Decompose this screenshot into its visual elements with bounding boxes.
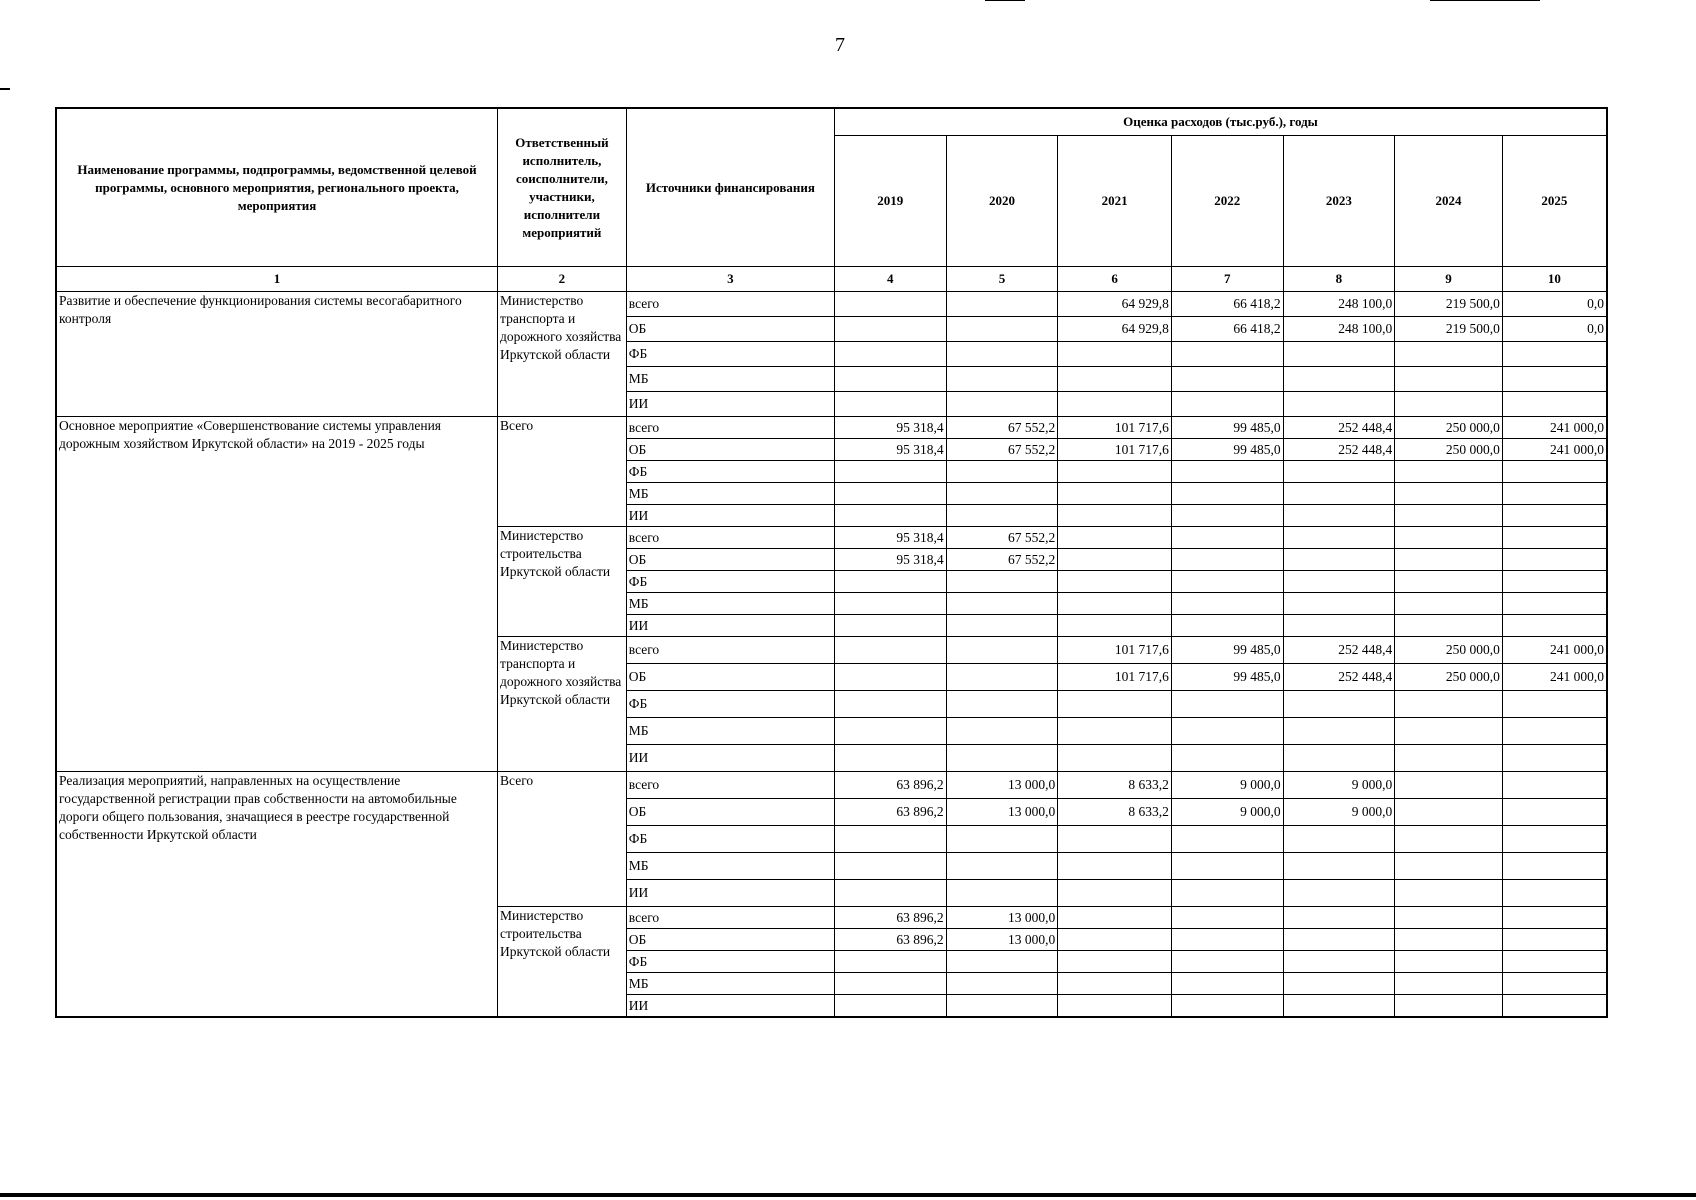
amount-cell [834, 342, 946, 367]
amount-cell [1395, 799, 1503, 826]
funding-source-cell: ОБ [626, 929, 834, 951]
funding-source-cell: всего [626, 907, 834, 929]
amount-cell [1395, 593, 1503, 615]
amount-cell [1283, 527, 1395, 549]
amount-cell [1058, 461, 1172, 483]
column-index: 1 [56, 267, 498, 292]
amount-cell [1283, 367, 1395, 392]
amount-cell [1502, 929, 1607, 951]
funding-source-cell: ОБ [626, 549, 834, 571]
amount-cell [1171, 745, 1283, 772]
amount-cell [1502, 799, 1607, 826]
header-year: 2021 [1058, 136, 1172, 267]
amount-cell [1058, 505, 1172, 527]
amount-cell [1502, 951, 1607, 973]
amount-cell [1502, 973, 1607, 995]
amount-cell [1283, 615, 1395, 637]
amount-cell [1283, 718, 1395, 745]
amount-cell [1395, 826, 1503, 853]
amount-cell: 241 000,0 [1502, 664, 1607, 691]
amount-cell [1395, 549, 1503, 571]
amount-cell [1058, 367, 1172, 392]
amount-cell: 64 929,8 [1058, 292, 1172, 317]
amount-cell: 66 418,2 [1171, 292, 1283, 317]
amount-cell [1171, 527, 1283, 549]
executor-cell: Министерство транспорта и дорожного хозяйства Иркутской области [498, 292, 627, 417]
amount-cell: 13 000,0 [946, 907, 1058, 929]
scan-edge-top-a [985, 0, 1025, 1]
amount-cell [1502, 745, 1607, 772]
funding-source-cell: ОБ [626, 317, 834, 342]
amount-cell [946, 317, 1058, 342]
amount-cell [1502, 593, 1607, 615]
amount-cell [1395, 718, 1503, 745]
amount-cell [1395, 951, 1503, 973]
column-index: 10 [1502, 267, 1607, 292]
amount-cell [1058, 392, 1172, 417]
amount-cell [1058, 549, 1172, 571]
amount-cell [1058, 853, 1172, 880]
amount-cell [946, 615, 1058, 637]
amount-cell: 63 896,2 [834, 799, 946, 826]
amount-cell: 67 552,2 [946, 527, 1058, 549]
funding-source-cell: ОБ [626, 799, 834, 826]
amount-cell: 66 418,2 [1171, 317, 1283, 342]
amount-cell: 248 100,0 [1283, 317, 1395, 342]
amount-cell [946, 571, 1058, 593]
funding-source-cell: МБ [626, 718, 834, 745]
amount-cell: 99 485,0 [1171, 417, 1283, 439]
amount-cell [834, 367, 946, 392]
amount-cell [1502, 615, 1607, 637]
amount-cell: 8 633,2 [1058, 772, 1172, 799]
amount-cell [1395, 483, 1503, 505]
amount-cell: 64 929,8 [1058, 317, 1172, 342]
amount-cell [946, 637, 1058, 664]
amount-cell [834, 880, 946, 907]
amount-cell [1283, 549, 1395, 571]
amount-cell: 63 896,2 [834, 929, 946, 951]
header-program-name: Наименование программы, подпрограммы, ведомственной целевой программы, основного мероприятия, регионального проекта, мероприятия [56, 108, 498, 267]
amount-cell [1283, 995, 1395, 1018]
amount-cell [834, 718, 946, 745]
amount-cell [946, 664, 1058, 691]
expense-table [55, 107, 1608, 1018]
header-funding-source: Источники финансирования [626, 108, 834, 267]
amount-cell [1283, 461, 1395, 483]
amount-cell [834, 292, 946, 317]
header-year: 2022 [1171, 136, 1283, 267]
funding-source-cell: ИИ [626, 505, 834, 527]
amount-cell [1058, 929, 1172, 951]
amount-cell [946, 995, 1058, 1018]
amount-cell: 250 000,0 [1395, 417, 1503, 439]
amount-cell [1058, 527, 1172, 549]
amount-cell [1283, 880, 1395, 907]
amount-cell [1283, 745, 1395, 772]
amount-cell [834, 483, 946, 505]
executor-cell: Министерство транспорта и дорожного хозяйства Иркутской области [498, 637, 627, 772]
amount-cell [1058, 615, 1172, 637]
amount-cell [1395, 929, 1503, 951]
amount-cell [1058, 342, 1172, 367]
table-row [56, 772, 1607, 799]
amount-cell [1171, 342, 1283, 367]
amount-cell [1283, 571, 1395, 593]
amount-cell [1283, 483, 1395, 505]
amount-cell [1058, 826, 1172, 853]
amount-cell [1395, 772, 1503, 799]
amount-cell [1171, 367, 1283, 392]
amount-cell [834, 853, 946, 880]
page-number: 7 [835, 34, 845, 56]
amount-cell [1502, 461, 1607, 483]
amount-cell [1283, 951, 1395, 973]
header-executor: Ответственный исполнитель, соисполнители, участники, исполнители мероприятий [498, 108, 627, 267]
executor-cell: Всего [498, 417, 627, 527]
amount-cell [1171, 505, 1283, 527]
amount-cell [1502, 826, 1607, 853]
funding-source-cell: всего [626, 292, 834, 317]
funding-source-cell: ИИ [626, 995, 834, 1018]
funding-source-cell: ФБ [626, 951, 834, 973]
amount-cell [1395, 615, 1503, 637]
header-year: 2019 [834, 136, 946, 267]
amount-cell [1502, 772, 1607, 799]
amount-cell: 219 500,0 [1395, 292, 1503, 317]
amount-cell: 63 896,2 [834, 907, 946, 929]
funding-source-cell: ФБ [626, 342, 834, 367]
amount-cell: 250 000,0 [1395, 439, 1503, 461]
amount-cell [834, 317, 946, 342]
column-index: 6 [1058, 267, 1172, 292]
funding-source-cell: всего [626, 772, 834, 799]
header-year: 2023 [1283, 136, 1395, 267]
amount-cell [1171, 853, 1283, 880]
funding-source-cell: всего [626, 637, 834, 664]
amount-cell [1283, 907, 1395, 929]
amount-cell [1171, 880, 1283, 907]
amount-cell [1058, 973, 1172, 995]
amount-cell: 95 318,4 [834, 549, 946, 571]
amount-cell: 99 485,0 [1171, 664, 1283, 691]
amount-cell: 67 552,2 [946, 417, 1058, 439]
funding-source-cell: ФБ [626, 571, 834, 593]
amount-cell [946, 461, 1058, 483]
header-year: 2020 [946, 136, 1058, 267]
amount-cell [1058, 483, 1172, 505]
amount-cell [946, 392, 1058, 417]
scan-edge-left [0, 88, 10, 90]
amount-cell [1283, 392, 1395, 417]
amount-cell [834, 571, 946, 593]
column-index: 3 [626, 267, 834, 292]
funding-source-cell: МБ [626, 367, 834, 392]
amount-cell [1058, 593, 1172, 615]
amount-cell [1502, 880, 1607, 907]
amount-cell [1058, 691, 1172, 718]
amount-cell: 241 000,0 [1502, 439, 1607, 461]
amount-cell [1058, 907, 1172, 929]
amount-cell [1283, 342, 1395, 367]
amount-cell [834, 745, 946, 772]
funding-source-cell: МБ [626, 973, 834, 995]
column-index: 9 [1395, 267, 1503, 292]
funding-source-cell: ИИ [626, 880, 834, 907]
amount-cell [1058, 745, 1172, 772]
funding-source-cell: МБ [626, 483, 834, 505]
amount-cell [946, 745, 1058, 772]
funding-source-cell: всего [626, 417, 834, 439]
table-row [56, 292, 1607, 317]
amount-cell [1502, 483, 1607, 505]
amount-cell [834, 826, 946, 853]
amount-cell [946, 691, 1058, 718]
amount-cell: 101 717,6 [1058, 637, 1172, 664]
amount-cell [1283, 691, 1395, 718]
amount-cell [1502, 718, 1607, 745]
amount-cell [1283, 505, 1395, 527]
amount-cell [946, 853, 1058, 880]
amount-cell [946, 880, 1058, 907]
amount-cell [834, 951, 946, 973]
amount-cell [1502, 342, 1607, 367]
amount-cell [1171, 615, 1283, 637]
amount-cell [1502, 505, 1607, 527]
funding-source-cell: всего [626, 527, 834, 549]
amount-cell [1502, 853, 1607, 880]
amount-cell [946, 342, 1058, 367]
header-year: 2025 [1502, 136, 1607, 267]
amount-cell [1395, 571, 1503, 593]
amount-cell [1171, 691, 1283, 718]
amount-cell [1502, 907, 1607, 929]
amount-cell [1171, 826, 1283, 853]
amount-cell [1502, 571, 1607, 593]
amount-cell: 9 000,0 [1283, 799, 1395, 826]
amount-cell: 9 000,0 [1171, 799, 1283, 826]
amount-cell [1395, 745, 1503, 772]
funding-source-cell: ФБ [626, 826, 834, 853]
amount-cell [946, 483, 1058, 505]
funding-source-cell: ФБ [626, 461, 834, 483]
amount-cell: 0,0 [1502, 292, 1607, 317]
amount-cell [1395, 995, 1503, 1018]
amount-cell [1395, 505, 1503, 527]
column-index: 5 [946, 267, 1058, 292]
amount-cell: 241 000,0 [1502, 417, 1607, 439]
amount-cell: 99 485,0 [1171, 637, 1283, 664]
funding-source-cell: ФБ [626, 691, 834, 718]
column-index: 2 [498, 267, 627, 292]
amount-cell [1171, 392, 1283, 417]
amount-cell: 250 000,0 [1395, 637, 1503, 664]
funding-source-cell: ИИ [626, 392, 834, 417]
amount-cell: 13 000,0 [946, 929, 1058, 951]
amount-cell [946, 593, 1058, 615]
amount-cell: 8 633,2 [1058, 799, 1172, 826]
column-index: 8 [1283, 267, 1395, 292]
amount-cell: 9 000,0 [1283, 772, 1395, 799]
table-row [56, 417, 1607, 439]
amount-cell [1395, 392, 1503, 417]
amount-cell [1502, 527, 1607, 549]
amount-cell: 0,0 [1502, 317, 1607, 342]
amount-cell [946, 718, 1058, 745]
amount-cell: 101 717,6 [1058, 439, 1172, 461]
funding-source-cell: ОБ [626, 439, 834, 461]
column-index: 7 [1171, 267, 1283, 292]
program-name-cell: Основное мероприятие «Совершенствование системы управления дорожным хозяйством Иркутской области» на 2019 - 2025 годы [56, 417, 498, 772]
amount-cell [834, 593, 946, 615]
amount-cell: 252 448,4 [1283, 664, 1395, 691]
executor-cell: Министерство строительства Иркутской области [498, 907, 627, 1018]
amount-cell [1171, 973, 1283, 995]
amount-cell [946, 292, 1058, 317]
funding-source-cell: МБ [626, 853, 834, 880]
amount-cell [834, 505, 946, 527]
amount-cell: 95 318,4 [834, 417, 946, 439]
amount-cell [834, 461, 946, 483]
amount-cell: 99 485,0 [1171, 439, 1283, 461]
amount-cell [1171, 907, 1283, 929]
amount-cell [1171, 995, 1283, 1018]
amount-cell [1395, 367, 1503, 392]
amount-cell: 95 318,4 [834, 439, 946, 461]
amount-cell [1171, 461, 1283, 483]
amount-cell [834, 995, 946, 1018]
amount-cell [946, 505, 1058, 527]
executor-cell: Всего [498, 772, 627, 907]
amount-cell [1171, 951, 1283, 973]
amount-cell: 252 448,4 [1283, 637, 1395, 664]
amount-cell: 67 552,2 [946, 549, 1058, 571]
amount-cell [1395, 880, 1503, 907]
amount-cell: 219 500,0 [1395, 317, 1503, 342]
amount-cell: 101 717,6 [1058, 417, 1172, 439]
column-index: 4 [834, 267, 946, 292]
amount-cell [1395, 342, 1503, 367]
amount-cell: 241 000,0 [1502, 637, 1607, 664]
amount-cell [1395, 691, 1503, 718]
amount-cell [834, 664, 946, 691]
amount-cell: 13 000,0 [946, 799, 1058, 826]
funding-source-cell: ИИ [626, 615, 834, 637]
amount-cell [1283, 593, 1395, 615]
amount-cell [1058, 995, 1172, 1018]
funding-source-cell: ИИ [626, 745, 834, 772]
amount-cell [946, 367, 1058, 392]
amount-cell: 250 000,0 [1395, 664, 1503, 691]
amount-cell [834, 615, 946, 637]
amount-cell [946, 973, 1058, 995]
amount-cell [1171, 571, 1283, 593]
amount-cell: 63 896,2 [834, 772, 946, 799]
amount-cell [1171, 593, 1283, 615]
amount-cell: 67 552,2 [946, 439, 1058, 461]
amount-cell [1502, 392, 1607, 417]
amount-cell [1395, 853, 1503, 880]
amount-cell [1395, 973, 1503, 995]
amount-cell [1283, 929, 1395, 951]
amount-cell [834, 637, 946, 664]
amount-cell [1283, 853, 1395, 880]
amount-cell [1502, 367, 1607, 392]
funding-source-cell: ОБ [626, 664, 834, 691]
amount-cell [1395, 461, 1503, 483]
amount-cell [1058, 718, 1172, 745]
header-expense-estimate: Оценка расходов (тыс.руб.), годы [834, 108, 1607, 136]
amount-cell [1058, 951, 1172, 973]
amount-cell: 9 000,0 [1171, 772, 1283, 799]
amount-cell: 252 448,4 [1283, 439, 1395, 461]
program-name-cell: Развитие и обеспечение функционирования системы весогабаритного контроля [56, 292, 498, 417]
amount-cell [834, 973, 946, 995]
amount-cell [1171, 929, 1283, 951]
header-year: 2024 [1395, 136, 1503, 267]
amount-cell [1395, 907, 1503, 929]
scan-edge-top-b [1430, 0, 1540, 1]
amount-cell: 248 100,0 [1283, 292, 1395, 317]
amount-cell [834, 392, 946, 417]
amount-cell [1502, 549, 1607, 571]
amount-cell [1171, 483, 1283, 505]
amount-cell [1058, 880, 1172, 907]
table-body [56, 292, 1607, 1018]
amount-cell: 95 318,4 [834, 527, 946, 549]
amount-cell [1502, 995, 1607, 1018]
amount-cell [1058, 571, 1172, 593]
amount-cell [1171, 549, 1283, 571]
amount-cell [1171, 718, 1283, 745]
amount-cell [1283, 973, 1395, 995]
amount-cell: 101 717,6 [1058, 664, 1172, 691]
amount-cell [946, 826, 1058, 853]
amount-cell [1283, 826, 1395, 853]
amount-cell [1502, 691, 1607, 718]
amount-cell [1395, 527, 1503, 549]
amount-cell: 13 000,0 [946, 772, 1058, 799]
executor-cell: Министерство строительства Иркутской области [498, 527, 627, 637]
amount-cell [834, 691, 946, 718]
funding-source-cell: МБ [626, 593, 834, 615]
program-name-cell: Реализация мероприятий, направленных на осуществление государственной регистрации прав собственности на автомобильные дороги общего пользования, значащиеся в реестре государственной собственности Иркутской области [56, 772, 498, 1018]
scan-edge-bottom [0, 1193, 1696, 1197]
amount-cell: 252 448,4 [1283, 417, 1395, 439]
amount-cell [946, 951, 1058, 973]
